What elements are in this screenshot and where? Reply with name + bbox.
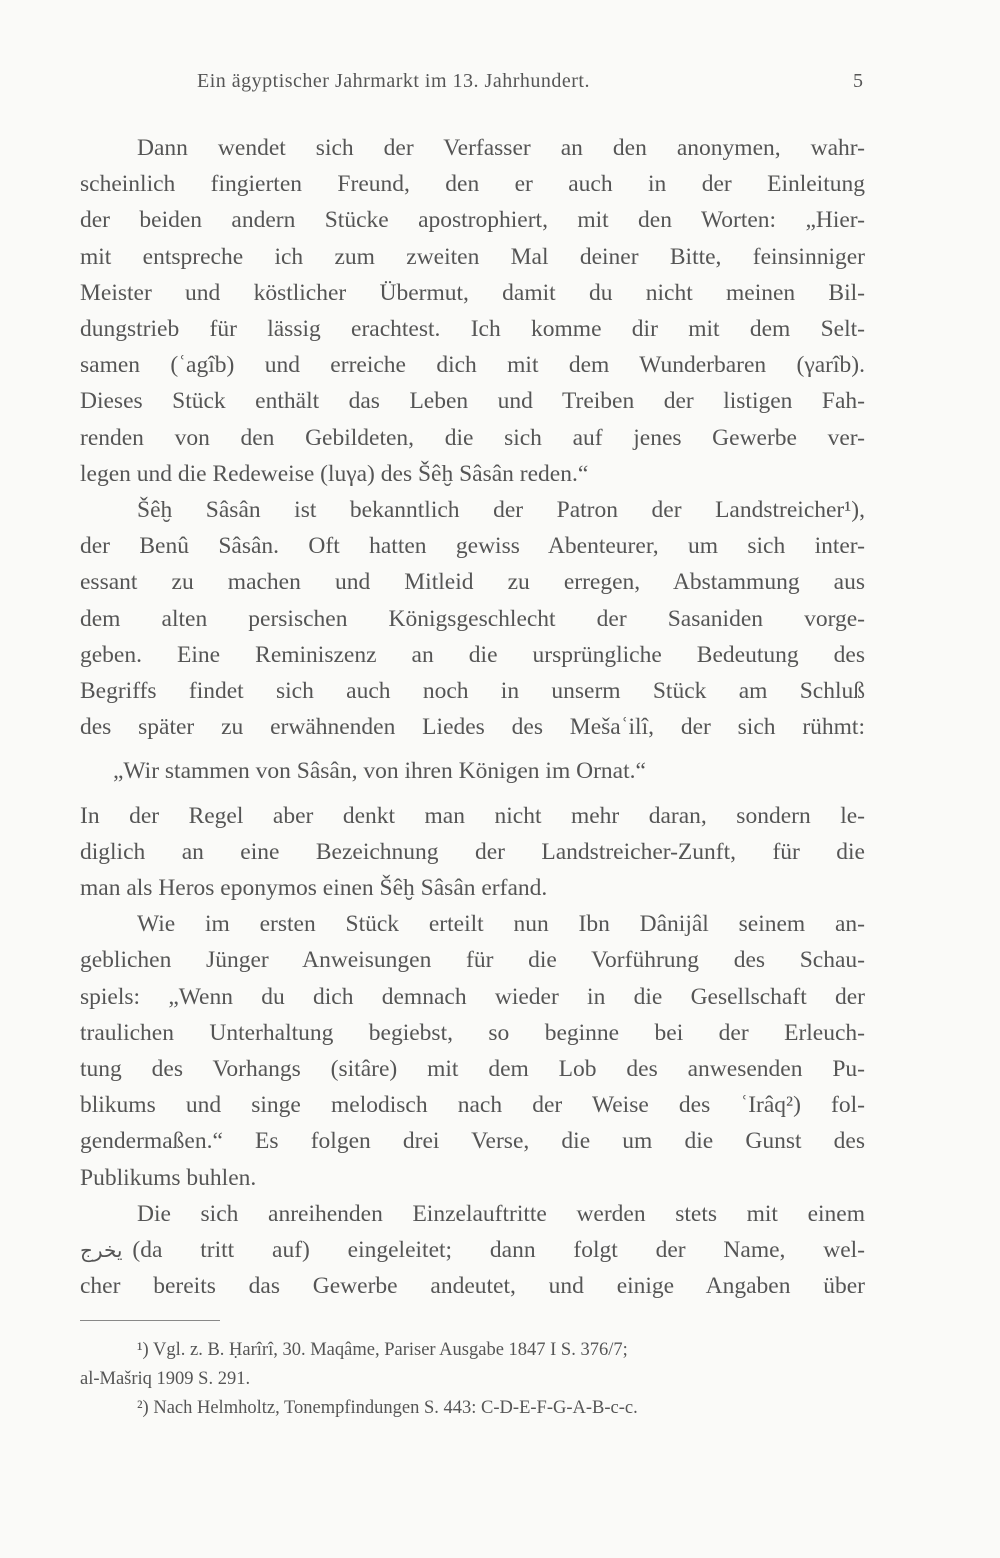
text-line-with-arabic xyxy=(80,1232,865,1268)
text-line: geblichen Jünger Anweisungen für die Vorführung des Schau- xyxy=(80,947,865,974)
text-line: diglich an eine Bezeichnung der Landstreicher-Zunft, für die xyxy=(80,838,865,865)
text-line: essant zu machen und Mitleid zu erregen, Abstammung aus xyxy=(80,569,865,596)
text-line: Wie im ersten Stück erteilt nun Ibn Dânijâl seinem an- xyxy=(137,911,865,938)
text-line: Begriffs findet sich auch noch in unserm Stück am Schluß xyxy=(80,678,865,705)
footnotes xyxy=(80,1336,865,1423)
text-line: dungstrieb für lässig erachtest. Ich komme dir mit dem Selt- xyxy=(80,316,865,343)
text-line: tung des Vorhangs (sitâre) mit dem Lob des anwesenden Pu- xyxy=(80,1056,865,1083)
page-number: 5 xyxy=(853,70,864,92)
text-line: cher bereits das Gewerbe andeutet, und einige Angaben über xyxy=(80,1273,865,1300)
footnote-rule xyxy=(80,1320,220,1321)
text-line: des später zu erwähnenden Liedes des Mešaʿilî, der sich rühmt: xyxy=(80,714,865,741)
text-line: der beiden andern Stücke apostrophiert, mit den Worten: „Hier- xyxy=(80,207,865,234)
arabic-word: يخرج xyxy=(80,1238,123,1263)
verse-quote: „Wir stammen von Sâsân, von ihren Königen im Ornat.“ xyxy=(113,758,646,785)
footnote-2: ²) Nach Helmholtz, Tonempfindungen S. 443: C-D-E-F-G-A-B-c-c. xyxy=(137,1398,638,1418)
text-line: Die sich anreihenden Einzelauftritte werden stets mit einem xyxy=(137,1200,865,1227)
text-line: mit entspreche ich zum zweiten Mal deiner Bitte, feinsinniger xyxy=(80,243,865,270)
text-line: Meister und köstlicher Übermut, damit du nicht meinen Bil- xyxy=(80,279,865,306)
text-line: dem alten persischen Königsgeschlecht der Sasaniden vorge- xyxy=(80,605,865,632)
footnote-1: ¹) Vgl. z. B. Ḥarîrî, 30. Maqâme, Pariser Ausgabe 1847 I S. 376/7; xyxy=(137,1340,628,1360)
text-line: samen (ʿagîb) und erreiche dich mit dem Wunderbaren (γarîb). xyxy=(80,352,865,379)
text-line: traulichen Unterhaltung begiebst, so beginne bei der Erleuch- xyxy=(80,1019,865,1046)
text-line: In der Regel aber denkt man nicht mehr daran, sondern le- xyxy=(80,802,865,829)
text-line: geben. Eine Reminiszenz an die ursprüngliche Bedeutung des xyxy=(80,641,865,668)
footnote-1-continued: al-Mašriq 1909 S. 291. xyxy=(80,1369,251,1389)
text-line: Dann wendet sich der Verfasser an den anonymen, wahr- xyxy=(137,135,865,161)
text-line: der Benû Sâsân. Oft hatten gewiss Abenteurer, um sich inter- xyxy=(80,533,865,560)
text-line: Publikums buhlen. xyxy=(80,1164,257,1191)
text-line: scheinlich fingierten Freund, den er auch in der Einleitung xyxy=(80,171,865,198)
running-title: Ein ägyptischer Jahrmarkt im 13. Jahrhundert. xyxy=(197,70,590,92)
text-line: spiels: „Wenn du dich demnach wieder in die Gesellschaft der xyxy=(80,983,865,1010)
text-line: (da tritt auf) eingeleitet; dann folgt der Name, wel- xyxy=(132,1237,865,1264)
text-line: Šêḫ Sâsân ist bekanntlich der Patron der Landstreicher¹), xyxy=(137,497,865,524)
text-line: Dieses Stück enthält das Leben und Treiben der listigen Fah- xyxy=(80,388,865,415)
text-line: gendermaßen.“ Es folgen drei Verse, die um die Gunst des xyxy=(80,1128,865,1155)
body-text xyxy=(80,130,865,1305)
text-line: renden von den Gebildeten, die sich auf jenes Gewerbe ver- xyxy=(80,424,865,451)
text-line: legen und die Redeweise (luγa) des Šêḫ Sâsân reden.“ xyxy=(80,460,589,487)
text-line: man als Heros eponymos einen Šêḫ Sâsân erfand. xyxy=(80,875,548,902)
text-line: blikums und singe melodisch nach der Weise des ʿIrâq²) fol- xyxy=(80,1092,865,1119)
